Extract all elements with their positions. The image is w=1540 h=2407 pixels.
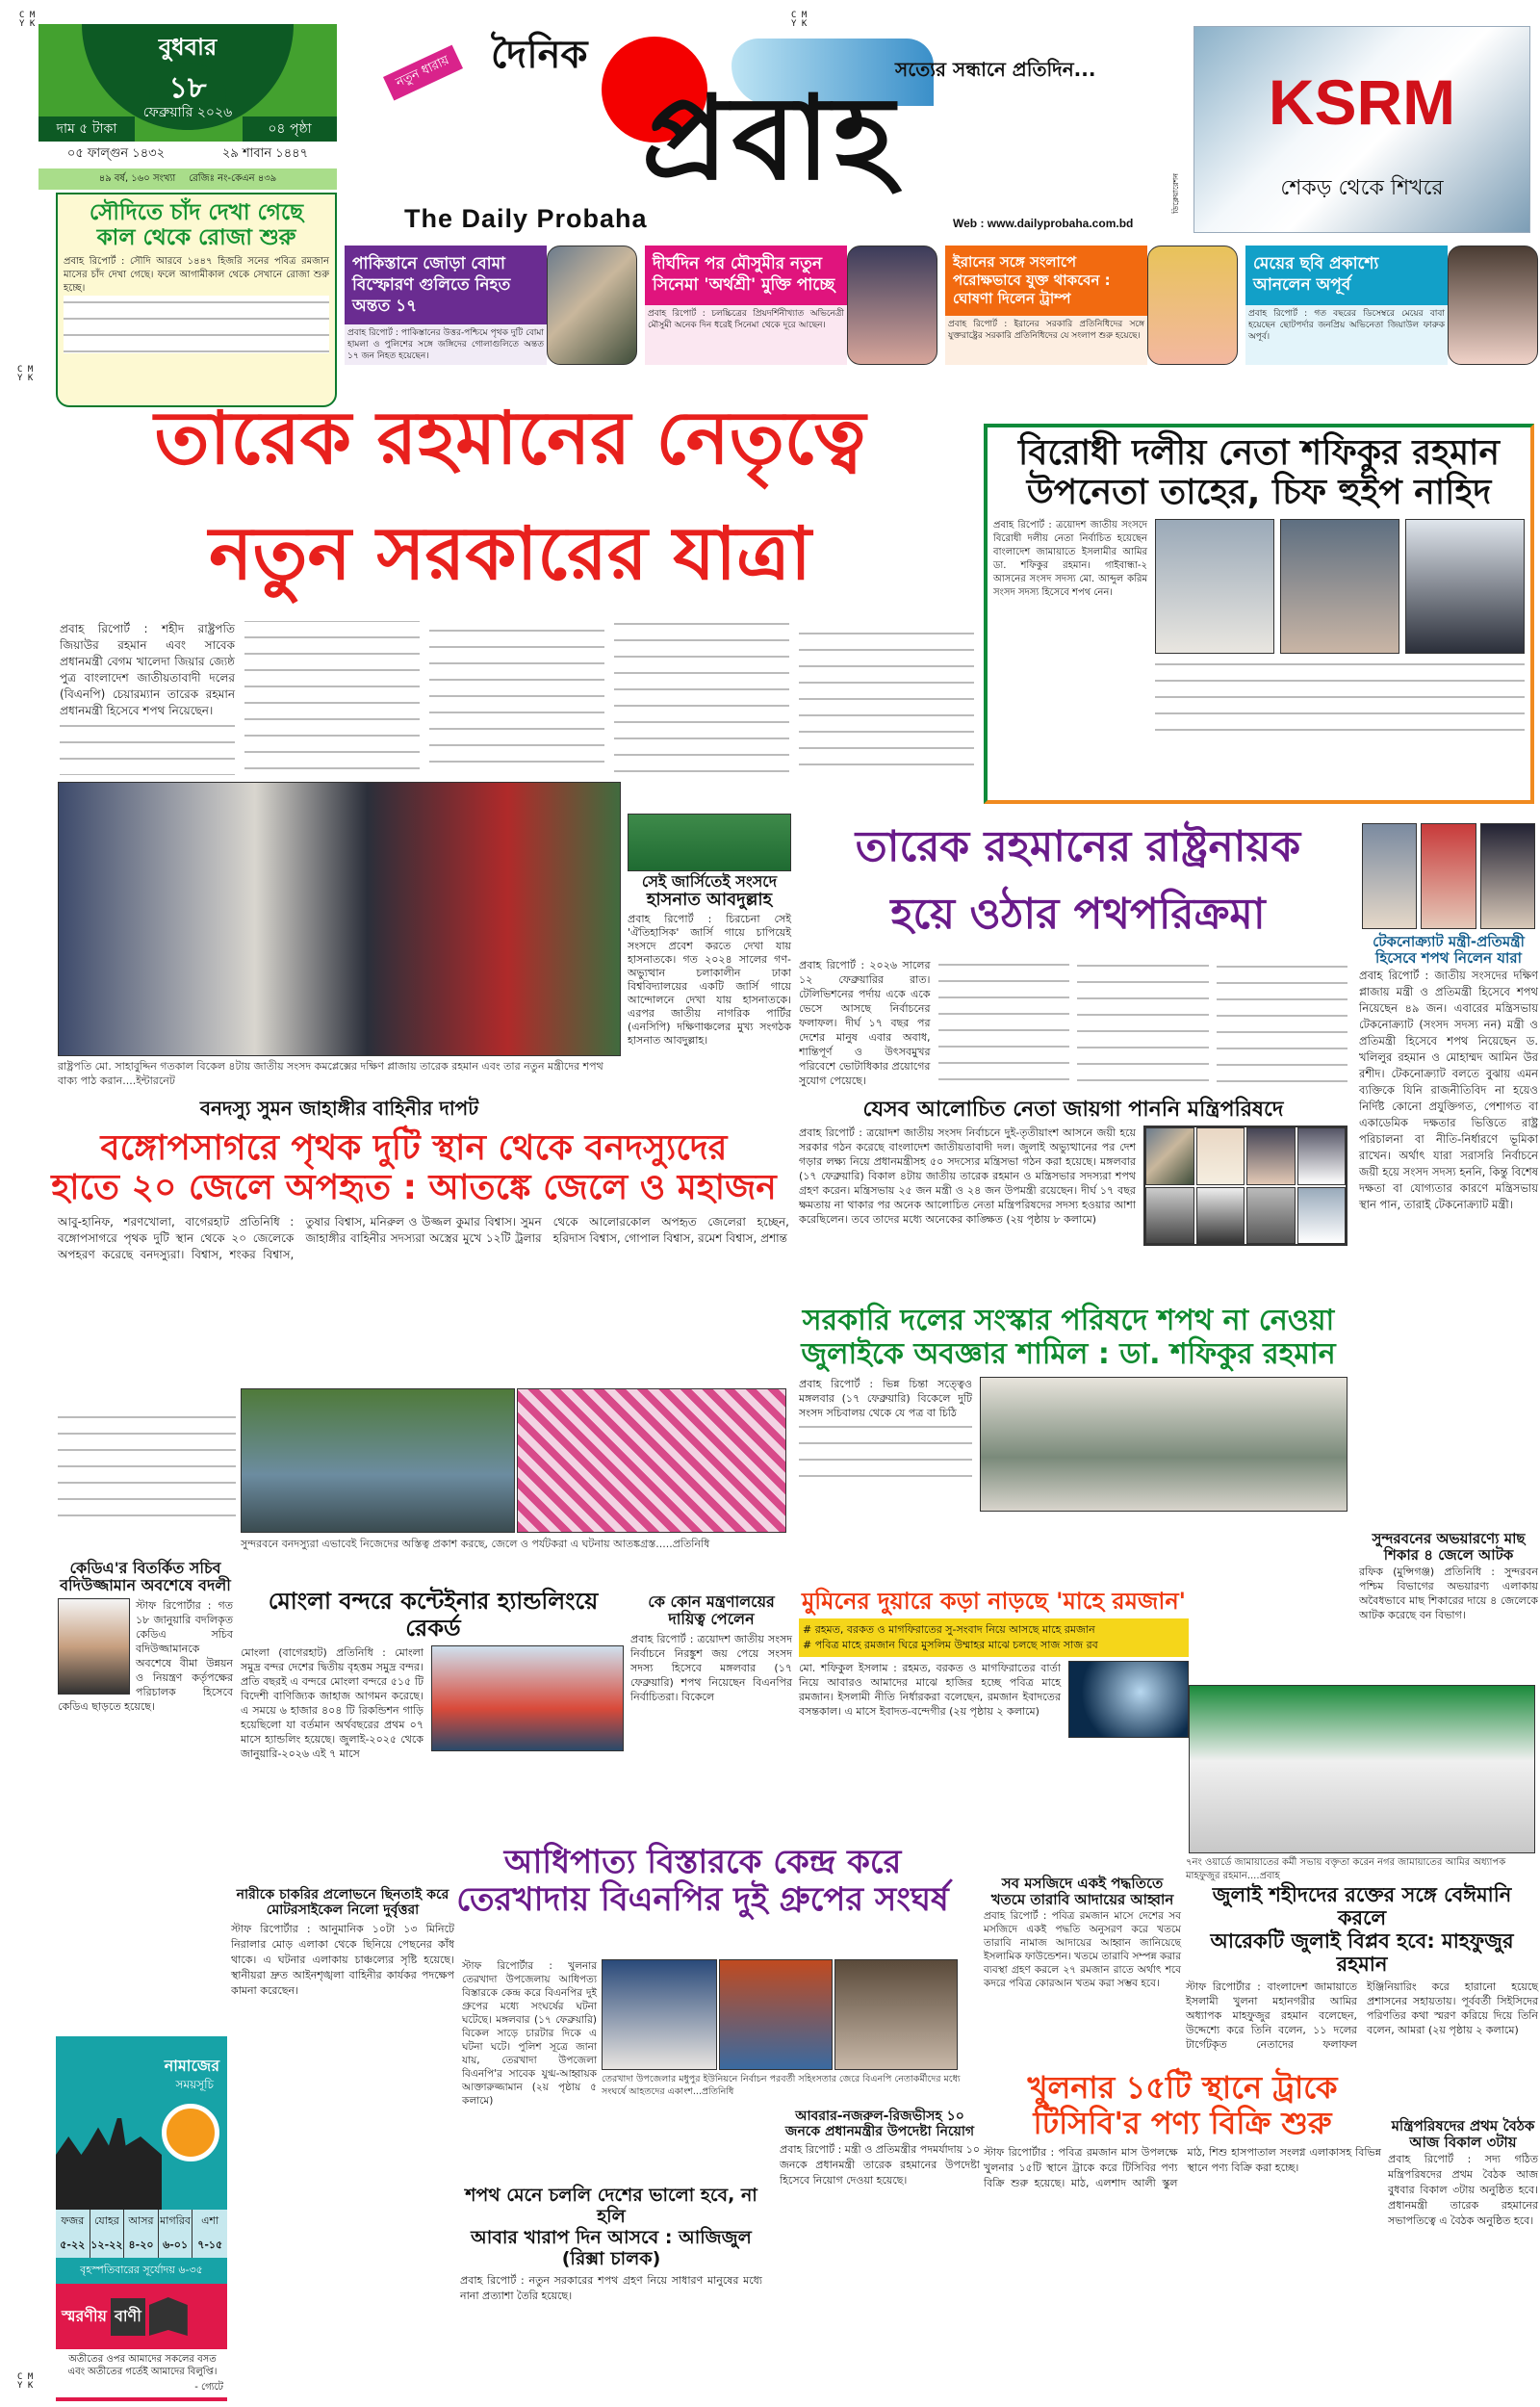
hasnat-body: প্রবাহ রিপোর্ট : চিরচেনা সেই 'ঐতিহাসিক' জার্সি গায়ে চাপিয়েই সংসদে প্রবেশ করতে দেখা যায় হাসনাতকে। গত ২০২৪ সালের গণ-অভ্যুত্থান চলাকালীন ঢাকা বিশ্ববিদ্যালয়ের একটি জার্সি গায়ে আন্দোলনে দেখা যায় হাসনাতকে। এরপর জাতীয় নাগরিক পার্টির (এনসিপি) দক্ষিণাঞ্চলের মুখ্য সংগঠক হাসনাত আবদুল্লাহ। (628, 913, 791, 1048)
teaser-body: প্রবাহ রিপোর্ট : চলচ্চিত্রের প্রিয়দর্শিনীখ্যাত অভিনেত্রী মৌসুমী অনেক দিন ধরেই সিনেমা থেকে দূরে আছেন। (648, 309, 844, 330)
reform-story (789, 1305, 1348, 1512)
sundarban-headline-2: শিকার ৪ জেলে আটক (1383, 1546, 1514, 1565)
cabinet-meeting-headline-2: আজ বিকাল ৩টায় (1409, 2134, 1517, 2152)
leftout-headline: যেসব আলোচিত নেতা জায়গা পাননি মন্ত্রিপরিষদে (862, 1098, 1284, 1122)
statesman-body (799, 958, 1348, 1093)
ramadan-story (799, 1589, 1189, 1742)
taraweeh-story (984, 1876, 1181, 1990)
terokhada-body: স্টাফ রিপোর্টার : খুলনার তেরখাদা উপজেলায় আধিপত্য বিস্তারকে কেন্দ্র করে বিএনপির দুই গ্রুপের মধ্যে সংঘর্ষের ঘটনা ঘটেছে। মঙ্গলবার (১৭ ফেব্রুয়ারি) বিকেল সাড়ে চারটার দিকে এ ঘটনা ঘটে। পুলিশ সূত্রে জানা যায়, তেরখাদা উপজেলা বিএনপি'র সাবেক যুগ্ম-আহ্বায়ক আক্তারুজ্জামান (২য় পৃষ্ঠায় ৫ কলামে) (462, 1960, 597, 2107)
advisors-story (780, 2109, 980, 2188)
leader-photo (1145, 1187, 1194, 1245)
rickshaw-headline-1: শপথ মেনে চললি দেশের ভালো হবে, না হলি (465, 2185, 757, 2227)
teaser-body: প্রবাহ রিপোর্ট : ইরানের সরকারি প্রতিনিধিদের সঙ্গে যুক্তরাষ্ট্রের সরকারি প্রতিনিধিদের যে সংলাপ শুরু হয়েছে। (948, 320, 1144, 341)
cmyk-registration-mark: C M Y K (19, 11, 36, 29)
teaser-title: মেয়ের ছবি প্রকাশ্যে আনলেন অপূর্ব (1245, 246, 1448, 305)
jamaat-headline-1: জুলাই শহীদদের রক্তের সঙ্গে বেঈমানি করলে (1212, 1883, 1512, 1930)
pirates-photo-boat (241, 1388, 515, 1533)
quote-author: - গ্যেটে (194, 2382, 223, 2393)
pirates-photo-caption: সুন্দরবনে বনদস্যুরা এভাবেই নিজেদের অস্তিত্ব প্রকাশ করছে, জেলে ও পর্যটকরা এ ঘটনায় আতঙ্কগ্রস্ত.....প্রতিনিধি (241, 1538, 710, 1550)
jamaat-body (1186, 1980, 1538, 2052)
terokhada-headline-2: তেরখাদায় বিএনপির দুই গ্রুপের সংঘর্ষ (456, 1880, 949, 1920)
hasnat-story (628, 814, 791, 1048)
quote-label-2: বাণী (111, 2298, 145, 2336)
declaration-vertical: ডিক্লেয়ারেশন (1171, 173, 1180, 214)
teaser-body: প্রবাহ রিপোর্ট : গত বছরের ডিসেম্বরে মেয়ের বাবা হয়েছেন ছোটপর্দার জনপ্রিয় অভিনেতা জিয়াউল ফারুক অপূর্ব। (1248, 309, 1445, 342)
terokhada-injured-photo-3 (834, 1959, 958, 2070)
teaser-strip (345, 246, 1538, 365)
badiuzzaman-photo (58, 1598, 130, 1695)
slogan: সত্যের সন্ধানে প্রতিদিন... (895, 58, 1096, 81)
teaser-photo (1448, 246, 1538, 365)
quote-label-1: স্মরণীয় (62, 2306, 107, 2325)
pirates-story (38, 1128, 789, 1263)
dainik-label: দৈনিক (491, 33, 588, 77)
prayer-time: ৪-২০ (124, 2234, 159, 2258)
masthead (385, 19, 1184, 241)
pirates-body-text: আবু-হানিফ, শরণখোলা, বাগেরহাট প্রতিনিধি : বঙ্গোপসাগরে পৃথক দুটি স্থান থেকে ২০ জেলেকে অপহরণ করেছে বনদস্যুরা। বিশ্বাস, শংকর বিশ্বাস, তুষার বিশ্বাস, মনিরুল ও উজ্জল কুমার বিশ্বাস। সুমন জাহাঙ্গীর বাহিনীর সদস্যরা অস্ত্রের মুখে ১২টি ট্রলার থেকে আলোরকোল অপহৃত জেলেরা হচ্ছেন, হরিদাস বিশ্বাস, গোপাল বিশ্বাস, রমেশ বিশ্বাস, প্রশান্ত (58, 1214, 789, 1261)
kda-body: স্টাফ রিপোর্টার : গত ১৮ জানুয়ারি বদলিকৃত কেডিএ সচিব বদিউজ্জামানকে অবশেষে বীমা উন্নয়ন ও নিয়ন্ত্রণ কর্তৃপক্ষের পরিচালক হিসেবে কেডিএ ছাড়তে হয়েছে। (58, 1598, 233, 1713)
kda-headline-1: কেডিএ'র বিতর্কিত সচিব (69, 1559, 221, 1577)
leftout-photo-grid (1143, 1126, 1348, 1246)
tcb-headline-1: খুলনার ১৫টি স্থানে ট্রাকে (1027, 2069, 1338, 2106)
website[interactable]: Web : www.dailyprobaha.com.bd (953, 217, 1134, 230)
ministry-story (630, 1593, 792, 1704)
leader-photo (1297, 1127, 1347, 1185)
teaser-photo (1147, 246, 1238, 365)
quote-divider (56, 2397, 227, 2401)
page-count: ০৪ পৃষ্ঠা (243, 116, 337, 142)
teaser-moushumi-film[interactable] (645, 246, 937, 365)
shafiqur-rahman-photo (1155, 519, 1274, 654)
teaser-title: দীর্ঘদিন পর মৌসুমীর নতুন সিনেমা 'অর্থশ্রী' মুক্তি পাচ্ছে (645, 246, 847, 305)
mongla-headline: মোংলা বন্দরে কন্টেইনার হ্যান্ডলিংয়ে রেকর্ড (268, 1588, 599, 1642)
teaser-pakistan-blast[interactable] (345, 246, 637, 365)
cmyk-registration-mark: C M Y K (791, 11, 808, 29)
teaser-trump-iran[interactable] (945, 246, 1238, 365)
new-format-badge: নতুন ধারায় (383, 45, 463, 101)
reform-headline-2: জুলাইকে অবজ্ঞার শামিল : ডা. শফিকুর রহমান (801, 1336, 1336, 1371)
leader-photo (1246, 1127, 1296, 1185)
pirates-kicker: বনদস্যু সুমন জাহাঙ্গীর বাহিনীর দাপট (199, 1097, 479, 1120)
jamaat-photo-caption: ৭নং ওয়ার্ডে জামায়াতের কর্মী সভায় বক্তৃতা করেন নগর জামায়াতের আমির অধ্যাপক মাহফুজুর রহমান....প্রবাহ (1186, 1857, 1506, 1881)
jamaat-meeting-photo (1189, 1685, 1535, 1853)
prayer-title: নামাজের (164, 2057, 219, 2075)
cmyk-registration-mark: C M Y K (17, 2372, 34, 2391)
moon-body: প্রবাহ রিপোর্ট : সৌদি আরবে ১৪৪৭ হিজরি সনের পবিত্র রমজান মাসের চাঁদ দেখা গেছে। ফলে আগামীকাল থেকে সেখানে রোজা শুরু হচ্ছে। (64, 255, 329, 294)
moon-headline-1: সৌদিতে চাঁদ দেখা গেছে (89, 200, 304, 225)
logo-wordmark: প্রবাহ (641, 72, 899, 206)
taraweeh-headline-1: সব মসজিদে একই পদ্ধতিতে (1001, 1875, 1164, 1892)
terokhada-photo-caption: তেরখাদা উপজেলার মধুপুর ইউনিয়নে নির্বাচন পরবর্তী সহিংসতার জেরে বিএনপি নেতাকর্মীদের মধ্যে সংঘর্ষে আহতদের একাংশ...প্রতিনিধি (602, 2074, 961, 2097)
shafiqur-rahman-event-photo (980, 1377, 1348, 1512)
jamaat-headline-2: আরেকটি জুলাই বিপ্লব হবে: মাহফুজুর রহমান (1210, 1929, 1514, 1977)
cabinet-meeting-story (1388, 2118, 1538, 2229)
opposition-headline-1: বিরোধী দলীয় নেতা শফিকুর রহমান (1018, 433, 1500, 473)
sundarban-body: রফিক (মুন্সিগঞ্জ) প্রতিনিধি : সুন্দরবন পশ্চিম বিভাগের অভয়ারণ্য এলাকায় অবৈধভাবে মাছ শিকারের দায়ে ৪ জেলেকে আটক করেছে বন বিভাগ। (1359, 1565, 1538, 1621)
ministry-body: প্রবাহ রিপোর্ট : ত্রয়োদশ জাতীয় সংসদ নির্বাচনে নিরঙ্কুশ জয় পেয়ে সংসদ সদস্য হিসেবে মঙ্গলবার (১৭ ফেব্রুয়ারি) শপথ নিয়েছেন বিএনপির নির্বাচিতরা। বিকেলে (630, 1632, 792, 1703)
ramadan-body-text: মো. শফিকুল ইসলাম : রহমত, বরকত ও মাগফিরাতের বার্তা নিয়ে আবারও আমাদের মাঝে হাজির হচ্ছে পবিত্র মাহে রমজান। ইসলামী নীতি নির্ধারকরা বলেছেন, রমজান ইবাদতের বসন্তকাল। এ মাসে ইবাদত-বন্দেগীর (২য় পৃষ্ঠায় ২ কলামে) (799, 1661, 1061, 1718)
rickshaw-headline-2: আবার খারাপ দিন আসবে : আজিজুল (রিক্সা চালক) (471, 2226, 752, 2269)
motorcycle-headline: নারীকে চাকরির প্রলোভনে ছিনতাই করে মোটরসাইকেল নিলো দুর্বৃত্তরা (236, 1887, 449, 1919)
statesman-headline-2: হয়ে ওঠার পথপরিক্রমা (890, 890, 1266, 939)
technocrat-photos (1362, 823, 1535, 929)
tcb-body (984, 2145, 1381, 2191)
opposition-headline-2: উপনেতা তাহের, চিফ হুইপ নাহিদ (1026, 473, 1492, 513)
moon-sighting-story (56, 193, 337, 407)
tcb-story (984, 2070, 1381, 2191)
ramadan-headline: মুমিনের দুয়ারে কড়া নাড়ছে 'মাহে রমজান' (801, 1588, 1187, 1615)
prayer-header: যোহর (90, 2210, 125, 2234)
hasnat-headline-1: সেই জার্সিতেই সংসদে (641, 872, 778, 891)
ministry-headline-2: দায়িত্ব পেলেন (668, 1610, 755, 1629)
jamaat-body-text: স্টাফ রিপোর্টার : বাংলাদেশ জামায়াতে ইসলামী খুলনা মহানগরীর আমির অধ্যাপক মাহফুজুর রহমান বলেছেন, উদ্দেশ্যে করে তিনি বলেন, ১১ দলের টার্গেটকৃত নেতাদের ফলাফল ইঞ্জিনিয়ারিং করে হারানো হয়েছে প্রশাসনের সহায়তায়। পূর্ববর্তী সিইসিদের পরিণতির কথা স্মরণ করিয়ে দিয়ে তিনি বলেন, আমরা (২য় পৃষ্ঠায় ২ কলামে) (1186, 1980, 1538, 2051)
teaser-apurba-daughter[interactable] (1245, 246, 1538, 365)
sundarban-headline-1: সুন্দরবনের অভয়ারণ্যে মাছ (1372, 1530, 1526, 1547)
ksrm-advertisement[interactable] (1194, 26, 1530, 233)
statesman-headline-1: তারেক রহমানের রাষ্ট্রনায়ক (855, 822, 1301, 871)
cabinet-meeting-body: প্রবাহ রিপোর্ট : সদ্য গঠিত মন্ত্রিপরিষদের প্রথম বৈঠক আজ বুধবার বিকাল ৩টায় অনুষ্ঠিত হবে। প্রধানমন্ত্রী তারেক রহমানের সভাপতিত্বে এ বৈঠক অনুষ্ঠিত হবে। (1388, 2152, 1538, 2227)
minister-photo (1421, 823, 1476, 929)
prayer-time: ১২-২২ (90, 2234, 125, 2258)
bangla-date: ০৫ ফাল্গুন ১৪৩২ (66, 145, 166, 161)
cmyk-registration-mark: C M Y K (17, 365, 34, 383)
leftout-body-text: প্রবাহ রিপোর্ট : ত্রয়োদশ জাতীয় সংসদ নির্বাচনে দুই-তৃতীয়াংশ আসনে জয়ী হয়ে সরকার গঠন করেছে বাংলাদেশ জাতীয়তাবাদী দল। জুলাই অভ্যুত্থানের পর দেশ গড়ার লক্ষ্য নিয়ে প্রধানমন্ত্রীসহ ৫০ সদস্যের মন্ত্রিসভা গঠন করা হয়েছে। মঙ্গলবার (১৭ ফেব্রুয়ারি) বিকাল ৪টায় জাতীয় তারেক রহমান ও মন্ত্রিসভার সদস্যরা শপথ গ্রহণ করেন। মন্ত্রিসভায় ২৫ জন মন্ত্রী ও ২৪ জন উপমন্ত্রী রয়েছেন। দীর্ঘ ১৭ বছর ক্ষমতায় না থাকার পর অনেক আলোচিত নেতা মন্ত্রিপরিষদের সদস্য হওয়ার আশা করেছিলেন। তবে তাদের মধ্যে অনেকের কাঙ্ক্ষিত (২য় পৃষ্ঠায় ৮ কলামে) (799, 1126, 1136, 1227)
prayer-subtitle: সময়সূচি (175, 2078, 214, 2091)
prayer-time: ৬-০১ (159, 2234, 193, 2258)
teaser-photo (847, 246, 937, 365)
lead-headlines (48, 380, 972, 611)
kda-story (58, 1560, 233, 1714)
mongla-body (241, 1645, 626, 1761)
terokhada-headline-1: আধিপাত্য বিস্তারকে কেন্দ্র করে (503, 1843, 902, 1881)
day-number: ১৮ (168, 71, 207, 105)
advisors-body: প্রবাহ রিপোর্ট : মন্ত্রী ও প্রতিমন্ত্রীর পদমর্যাদায় ১০ জনকে প্রধানমন্ত্রী তারেক রহমানের উপদেষ্টা হিসেবে নিয়োগ দেওয়া হয়েছে। (780, 2143, 980, 2187)
lead-headline-2: নতুন সরকারের যাত্রা (209, 510, 811, 596)
mongla-port-photo (431, 1645, 624, 1751)
reform-body (799, 1377, 1348, 1512)
prayer-time: ৭-১৫ (197, 2239, 223, 2251)
prayer-header: এশা (201, 2214, 219, 2227)
rickshaw-body: প্রবাহ রিপোর্ট : নতুন সরকারের শপথ গ্রহণ নিয়ে সাধারণ মানুষের মধ্যে নানা প্রত্যাশা তৈরি হয়েছে। (460, 2274, 762, 2303)
book-icon (149, 2297, 188, 2336)
sundarban-story (1357, 1531, 1540, 1622)
technocrat-body: প্রবাহ রিপোর্ট : জাতীয় সংসদের দক্ষিণ প্লাজায় মন্ত্রী ও প্রতিমন্ত্রী হিসেবে শপথ নিয়েছেন ৪৯ জন। এবারের মন্ত্রিসভায় টেকনোক্র্যাট (সংসদ সদস্য নন) মন্ত্রী ও প্রতিমন্ত্রী হিসেবে শপথ নিয়েছেন ড. খলিলুর রহমান ও মোহাম্মদ আমিন উর রশীদ। টেকনোক্র্যাট বলতে বুঝায় এমন ব্যক্তিকে যিনি রাজনীতিবিদ না হয়েও নির্দিষ্ট কোনো প্রযুক্তিগত, পেশাগত বা একাডেমিক দক্ষতার ভিত্তিতে রাষ্ট্র পরিচালনা বা নীতি-নির্ধারণে ভূমিকা রাখেন। অর্থাৎ যারা সরাসরি নির্বাচনে জয়ী হয়ে সংসদ সদস্য হননি, কিন্তু বিশেষ দক্ষতা বা যোগ্যতার কারণে মন্ত্রিসভায় স্থান পান, তারাই টেকনোক্র্যাট মন্ত্রী। (1359, 968, 1538, 1211)
pirates-text-lines (58, 1411, 236, 1516)
quote-text: অতীতের ওপর আমাদের সকলের বসত এবং অতীতের গর্তেই আমাদের বিলুপ্তি। (67, 2354, 218, 2377)
technocrat-story (1357, 934, 1540, 1213)
minister-photo (1480, 823, 1535, 929)
ramadan-bullet-2: # পবিত্র মাহে রমজান ঘিরে মুসলিম উম্মাহর মাঝে চলছে সাজ সাজ রব (803, 1638, 1098, 1651)
mongla-body-text: মোংলা (বাগেরহাট) প্রতিনিধি : মোংলা সমুদ্র বন্দর দেশের দ্বিতীয় বৃহত্তম সমুদ্র বন্দর। প্রতি বছরই এ বন্দরে মোংলা বন্দরে ৫১৫ টি বিদেশী বাণিজ্যিক জাহাজ আগমন করেছে। এ সময়ে ৬ হাজার ৪০৪ টি রিকন্ডিশন গাড়ি হয়েছিলো যা বর্তমান অর্থবছরের প্রথম ০৭ মাসে হ্যান্ডলিং হয়েছে। জুলাই-২০২৫ থেকে জানুয়ারি-২০২৬ এই ৭ মাসে (241, 1646, 424, 1761)
ramadan-bullet-1: # রহমত, বরকত ও মাগফিরাতের সু-সংবাদ নিয়ে আসছে মাহে রমজান (803, 1622, 1095, 1636)
prayer-times-table (56, 2210, 227, 2258)
mosque-silhouette-icon (56, 2118, 162, 2210)
weekday: বুধবার (158, 34, 218, 61)
pirates-headline-1: বঙ্গোপসাগরে পৃথক দুটি স্থান থেকে বনদস্যুদের (100, 1128, 728, 1168)
hijri-date: ২৯ শাবান ১৪৪৭ (221, 145, 309, 161)
rickshaw-story (452, 2186, 770, 2304)
tcb-headline-2: টিসিবি'র পণ্য বিক্রি শুরু (1033, 2104, 1332, 2141)
leader-photo (1246, 1187, 1296, 1245)
minister-photo (1362, 823, 1417, 929)
ksrm-tagline: শেকড় থেকে শিখরে (1280, 176, 1444, 200)
hasnat-headline-2: হাসনাত আবদুল্লাহ (646, 890, 773, 911)
tcb-body-text: স্টাফ রিপোর্টার : পবিত্র রমজান মাস উপলক্ষে খুলনার ১৫টি স্থানে ট্রাকে করে টিসিবির পণ্য বিক্রি শুরু হয়েছে। মাঠ, এলশাদ আলী স্কুল মাঠ, শিশু হাসপাতাল সংলগ্ন এলাকাসহ বিভিন্ন স্থানে পণ্য বিক্রি করা হচ্ছে। (984, 2145, 1381, 2189)
sunrise-time: বৃহস্পতিবারের সূর্যোদয় ৬-৩৫ (56, 2258, 227, 2284)
teaser-body: প্রবাহ রিপোর্ট : পাকিস্তানের উত্তর-পশ্চিমে পৃথক দুটি বোমা হামলা ও পুলিশের সঙ্গে জঙ্গিদের গোলাগুলিতে অন্তত ১৭ জন নিহত হয়েছেন। (347, 328, 544, 361)
issue-number: ৪৯ বর্ষ, ১৬০ সংখ্যা (98, 172, 176, 184)
kda-headline-2: বদিউজ্জামান অবশেষে বদলী (60, 1576, 231, 1595)
lead-body-text: প্রবাহ রিপোর্ট : শহীদ রাষ্ট্রপতি জিয়াউর রহমান এবং সাবেক প্রধানমন্ত্রী বেগম খালেদা জিয়ার জ্যেষ্ঠ পুত্র বাংলাদেশ জাতীয়তাবাদী দলের (বিএনপি) চেয়ারম্যান তারেক রহমান প্রধানমন্ত্রী হিসেবে শপথ নিয়েছেন। (60, 622, 235, 717)
opposition-body: প্রবাহ রিপোর্ট : ত্রয়োদশ জাতীয় সংসদে বিরোধী দলীয় নেতা নির্বাচিত হয়েছেন বাংলাদেশ জামায়াতে ইসলামীর আমির ডা. শফিকুর রহমান। গাইবান্ধা-২ আসনের সংসদ সদস্য মো. আব্দুল করিম সংসদ সদস্য হিসেবে শপথ নেন। (993, 519, 1147, 598)
leader-photo (1297, 1187, 1347, 1245)
reform-body-text: প্রবাহ রিপোর্ট : ভিন্ন চিন্তা সত্ত্বেও মঙ্গলবার (১৭ ফেব্রুয়ারি) বিকেলে দুটি সংসদ সচিবালয় থেকে যে পত্র বা চিঠি (799, 1378, 972, 1419)
advisors-headline-1: আবরার-নজরুল-রিজভীসহ ১০ (795, 2109, 964, 2124)
lead-photo-caption: রাষ্ট্রপতি মো. সাহাবুদ্দিন গতকাল বিকেল ৪টায় জাতীয় সংসদ কমপ্লেক্সের দক্ষিণ প্লাজায় তারেক রহমান এবং তার নতুন মন্ত্রীদের শপথ বাক্য পাঠ করান....ইন্টারনেট (58, 1060, 603, 1087)
lead-photo-swearing-in (58, 782, 621, 1056)
teaser-photo (547, 246, 637, 365)
registration-number: রেজিঃ নং-কেএন ৪৩৯ (189, 172, 277, 184)
ksrm-logo: KSRM (1268, 66, 1456, 138)
reform-headline-1: সরকারি দলের সংস্কার পরিষদে শপথ না নেওয়া (802, 1304, 1335, 1337)
quote-banner (56, 2284, 227, 2349)
taraweeh-body: প্রবাহ রিপোর্ট : পবিত্র রমজান মাসে দেশের সব মসজিদে একই পদ্ধতি অনুসরণ করে খতমে তারাবি নামাজ আদায়ের আহ্বান জানিয়েছে ইসলামিক ফাউন্ডেশন। খতমে তারাবি সম্পন্ন করার ব্যবস্থা গ্রহণ করলে ২৭ রমজান রাতে অর্থাৎ শবে কদরে পবিত্র কোরআন খতম করা সম্ভব হবে। (984, 1909, 1181, 1989)
mongla-story (241, 1589, 626, 1761)
motorcycle-story (231, 1887, 454, 1999)
taraweeh-headline-2: খতমে তারাবি আদায়ের আহ্বান (990, 1891, 1174, 1909)
advisors-headline-2: জনকে প্রধানমন্ত্রীর উপদেষ্টা নিয়োগ (784, 2124, 975, 2140)
terokhada-injured-photo-2 (719, 1959, 833, 2070)
ramadan-moon-photo (1068, 1661, 1189, 1738)
clock-icon (162, 2104, 219, 2161)
motorcycle-body: স্টাফ রিপোর্টার : আনুমানিক ১০টা ১৩ মিনিটে নিরালার মোড় এলাকা থেকে ছিনিয়ে পেছনের কাঁধ থাকে। এ ঘটনার এলাকায় চাঞ্চল্যের সৃষ্টি হয়েছে। স্থানীয়রা দ্রুত আইনশৃঙ্খলা বাহিনীর কার্যকর পদক্ষেপ কামনা করেছেন। (231, 1923, 454, 1998)
taher-photo (1280, 519, 1399, 654)
leader-photo (1196, 1127, 1245, 1185)
issue-bar (38, 168, 337, 190)
prayer-time: ৫-২২ (56, 2234, 90, 2258)
teaser-title: ইরানের সঙ্গে সংলাপে পরোক্ষভাবে যুক্ত থাকবেন : ঘোষণা দিলেন ট্রাম্প (945, 246, 1147, 316)
cabinet-meeting-headline-1: মন্ত্রিপরিষদের প্রথম বৈঠক (1391, 2117, 1535, 2135)
terokhada-headlines (424, 1844, 982, 1919)
prayer-times-box (56, 2036, 227, 2210)
leftout-story (799, 1098, 1348, 1250)
pirates-headline-2: হাতে ২০ জেলে অপহৃত : আতঙ্কে জেলে ও মহাজন (51, 1168, 777, 1208)
terokhada-injured-photo-1 (602, 1959, 717, 2070)
prayer-header: আসর (124, 2210, 159, 2234)
ministry-headline-1: কে কোন মন্ত্রণালয়ের (648, 1592, 775, 1611)
prayer-header: ফজর (56, 2210, 90, 2234)
opposition-leader-story (984, 424, 1534, 804)
price: দাম ৫ টাকা (38, 116, 135, 142)
jamaat-story (1186, 1856, 1538, 2052)
teaser-title: পাকিস্তানে জোড়া বোমা বিস্ফোরণ গুলিতে নিহত অন্তত ১৭ (345, 246, 547, 324)
technocrat-headline-1: টেকনোক্র্যাট মন্ত্রী-প্রতিমন্ত্রী (1373, 933, 1525, 950)
leader-photo (1196, 1187, 1245, 1245)
english-name: The Daily Probaha (404, 204, 648, 233)
technocrat-headline-2: হিসেবে শপথ নিলেন যারা (1375, 949, 1522, 968)
month-year: ফেব্রুয়ারি ২০২৬ (142, 105, 233, 120)
lead-headline-1: তারেক রহমানের নেতৃত্বে (154, 395, 866, 480)
nahid-photo (1405, 519, 1525, 654)
prayer-header: মাগরিব (159, 2210, 193, 2234)
leader-photo (1145, 1127, 1194, 1185)
hasnat-photo (628, 814, 791, 871)
statesman-body-text: প্রবাহ রিপোর্ট : ২০২৬ সালের ১২ ফেব্রুয়ারির রাত। টেলিভিশনের পর্দায় একে একে ভেসে আসছে নির্বাচনের ফলাফল। দীর্ঘ ১৭ বছর পর দেশের মানুষ এবার অবাধ, শান্তিপূর্ণ ও উৎসবমুখর পরিবেশে ভোটাধিকার প্রয়োগের সুযোগ পেয়েছে। (799, 959, 931, 1087)
lead-body (60, 621, 974, 775)
date-box (38, 24, 337, 167)
ramadan-bullets (799, 1618, 1189, 1657)
pirates-photo-group (517, 1388, 786, 1533)
moon-headline-2: কাল থেকে রোজা শুরু (96, 225, 296, 251)
